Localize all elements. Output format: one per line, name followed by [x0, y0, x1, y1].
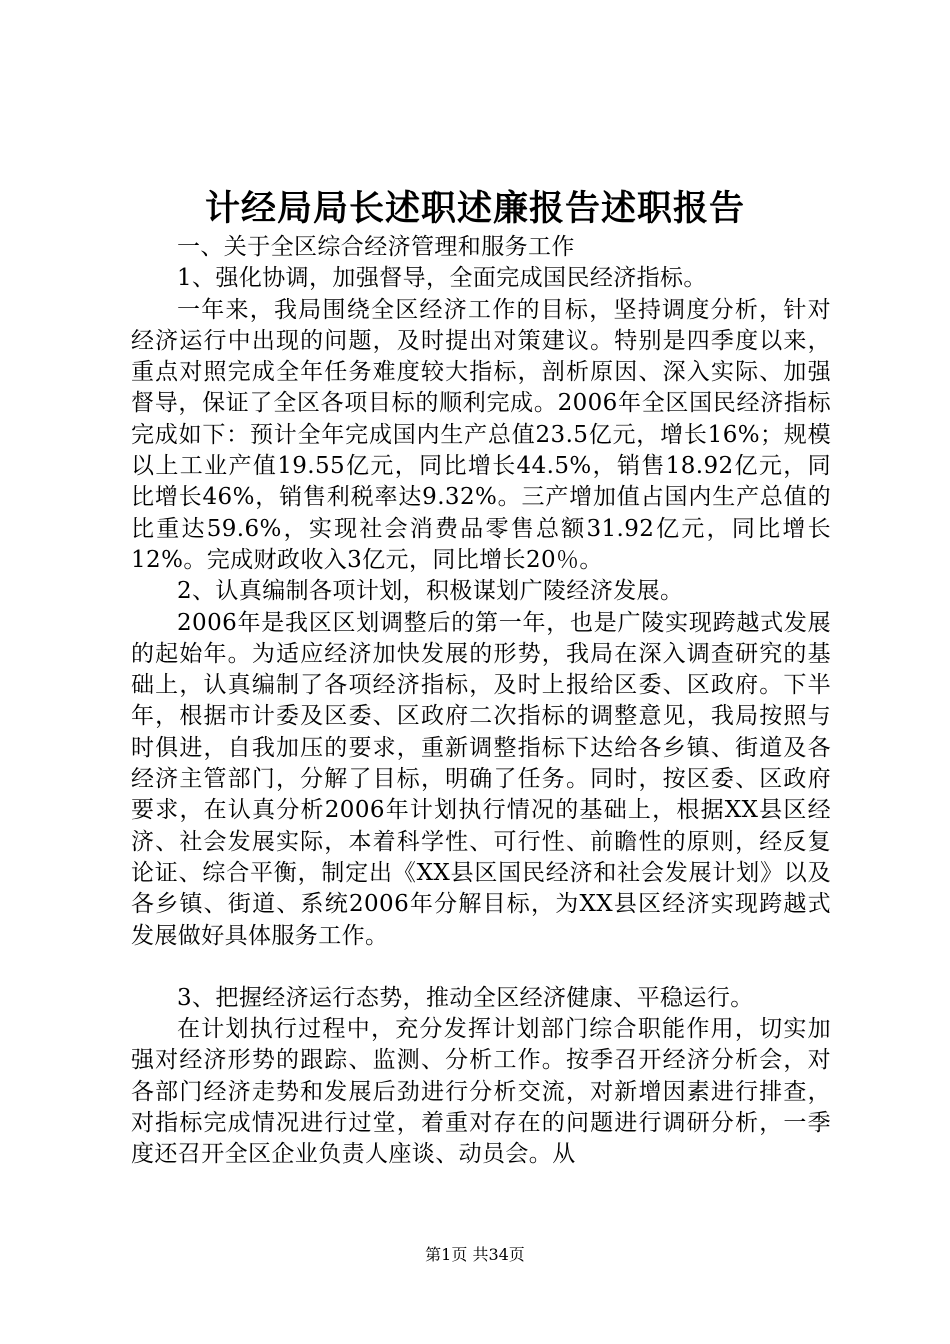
body-paragraph-1: 一年来，我局围绕全区经济工作的目标，坚持调度分析，针对经济运行中出现的问题，及时提出对策建议。特别是四季度以来，重点对照完成全年任务难度较大指标，剖析原因、深入实际、加强督导，保证了全区各项目标的顺利完成。2006年全区国民经济指标完成如下：预计全年完成国内生产总值23.5亿元，增长16%；规模以上工业产值19.55亿元，同比增长44.5%，销售18.92亿元，同比增长46%，销售利税率达9.32%。三产增加值占国内生产总值的比重达59.6%，实现社会消费品零售总额31.92亿元，同比增长12%。完成财政收入3亿元，同比增长20％。: [131, 296, 831, 573]
page-number-footer: 第1页 共34页: [425, 1245, 525, 1264]
body-paragraph-3: 在计划执行过程中，充分发挥计划部门综合职能作用，切实加强对经济形势的跟踪、监测、分析工作。按季召开经济分析会，对各部门经济走势和发展后劲进行分析交流，对新增因素进行排查，对指标完成情况进行过堂，着重对存在的问题进行调研分析，一季度还召开全区企业负责人座谈、动员会。从: [131, 1016, 831, 1168]
subsection-heading-1: 1、强化协调，加强督导，全面完成国民经济指标。: [177, 265, 707, 292]
body-paragraph-2: 2006年是我区区划调整后的第一年，也是广陵实现跨越式发展的起始年。为适应经济加快发展的形势，我局在深入调查研究的基础上，认真编制了各项经济指标，及时上报给区委、区政府。下半年，根据市计委及区委、区政府二次指标的调整意见，我局按照与时俱进，自我加压的要求，重新调整指标下达给各乡镇、街道及各经济主管部门，分解了目标，明确了任务。同时，按区委、区政府要求，在认真分析2006年计划执行情况的基础上，根据XX县区经济、社会发展实际，本着科学性、可行性、前瞻性的原则，经反复论证、综合平衡，制定出《XX县区国民经济和社会发展计划》以及各乡镇、街道、系统2006年分解目标，为XX县区经济实现跨越式发展做好具体服务工作。: [131, 609, 831, 949]
subsection-heading-3: 3、把握经济运行态势，推动全区经济健康、平稳运行。: [177, 984, 754, 1011]
document-body: [131, 232, 831, 1171]
document-title: 计经局局长述职述廉报告述职报告: [204, 188, 745, 229]
subsection-heading-2: 2、认真编制各项计划，积极谋划广陵经济发展。: [177, 578, 684, 605]
section-heading-1: 一、关于全区综合经济管理和服务工作: [177, 234, 575, 260]
